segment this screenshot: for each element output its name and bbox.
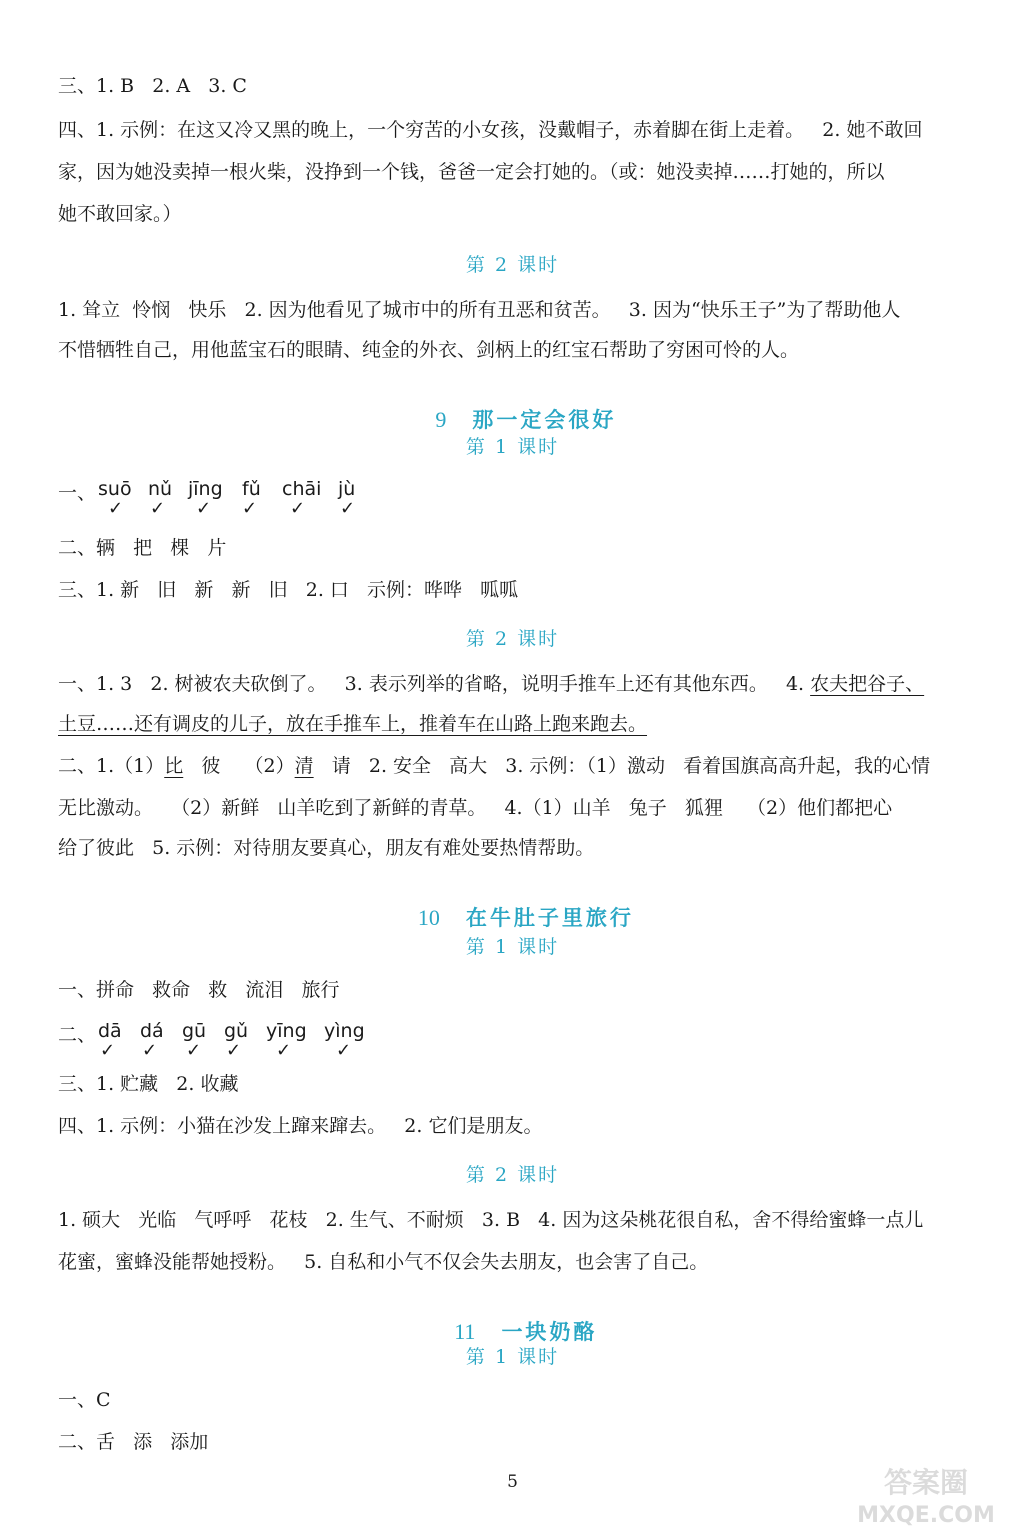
section-subheading: 第 1 课时 (465, 436, 560, 458)
answer-line: 四、1. 示例：小猫在沙发上蹿来蹿去。 2. 它们是朋友。 (58, 1115, 543, 1137)
answer-line: 1. 硕大 光临 气呼呼 花枝 2. 生气、不耐烦 3. B 4. 因为这朵桃花很自私，舍不得给蜜蜂一点儿 (58, 1209, 924, 1231)
section-subheading: 第 2 课时 (465, 628, 560, 650)
lesson-title: 在牛肚子里旅行 (465, 905, 634, 930)
page-number: 5 (507, 1472, 518, 1492)
answer-line: 一、1. 3 2. 树被农夫砍倒了。 3. 表示列举的省略，说明手推车上还有其他东西。 4. 农夫把谷子、 (58, 673, 925, 695)
lesson-number: 9 (435, 407, 447, 432)
answer-line: 一、拼命 救命 救 流泪 旅行 (58, 979, 340, 1001)
answer-line: 三、1. B 2. A 3. C (58, 75, 247, 97)
answer-line: 1. 耸立 怜悯 快乐 2. 因为他看见了城市中的所有丑恶和贫苦。 3. 因为“快乐王子”为了帮助他人 (58, 299, 901, 321)
lesson-title: 一块奶酪 (501, 1319, 598, 1344)
lesson-title: 那一定会很好 (472, 407, 617, 432)
section-subheading: 第 1 课时 (465, 936, 560, 958)
check-mark-icon: ✓ (226, 1040, 242, 1061)
section-subheading: 第 2 课时 (465, 254, 560, 276)
row-prefix: 二、 (58, 1024, 97, 1046)
pinyin-item: fǔ (242, 478, 261, 500)
check-mark-icon: ✓ (142, 1040, 158, 1061)
answer-line: 三、1. 新 旧 新 新 旧 2. 口 示例：哗哗 呱呱 (58, 579, 519, 601)
pinyin-item: chāi (282, 478, 322, 500)
check-mark-icon: ✓ (186, 1040, 202, 1061)
answer-line: 不惜牺牲自己，用他蓝宝石的眼睛、纯金的外衣、剑柄上的红宝石帮助了穷困可怜的人。 (58, 339, 800, 361)
answer-line: 一、C (58, 1389, 111, 1411)
check-mark-icon: ✓ (196, 498, 212, 519)
watermark-logo (841, 1462, 1011, 1528)
answer-line: 三、1. 贮藏 2. 收藏 (58, 1073, 239, 1095)
answer-line: 花蜜，蜜蜂没能帮她授粉。 5. 自私和小气不仅会失去朋友，也会害了自己。 (58, 1251, 709, 1273)
underlined-char: 比 (164, 755, 184, 777)
pinyin-item: dā (98, 1020, 122, 1042)
answer-line: 给了彼此 5. 示例：对待朋友要真心，朋友有难处要热情帮助。 (58, 837, 595, 859)
check-mark-icon: ✓ (276, 1040, 292, 1061)
pinyin-item: nǔ (148, 478, 173, 500)
lesson-number: 10 (417, 905, 440, 930)
pinyin-item: jīng (188, 478, 223, 500)
pinyin-item: jù (338, 478, 356, 500)
check-mark-icon: ✓ (336, 1040, 352, 1061)
check-mark-icon: ✓ (290, 498, 306, 519)
pinyin-item: gǔ (224, 1020, 249, 1042)
pinyin-item: yìng (324, 1020, 365, 1042)
underlined-answer: 农夫把谷子、 (810, 673, 925, 695)
answer-line: 二、辆 把 棵 片 (58, 537, 227, 559)
answer-line: 她不敢回家。） (58, 203, 182, 225)
answer-line: 家，因为她没卖掉一根火柴，没挣到一个钱，爸爸一定会打她的。（或：她没卖掉……打她的，所以 (58, 161, 885, 183)
check-mark-icon: ✓ (340, 498, 356, 519)
pinyin-item: yīng (266, 1020, 307, 1042)
underlined-char: 清 (294, 755, 314, 777)
answer-line: 二、舌 添 添加 (58, 1431, 209, 1453)
pinyin-item: gū (182, 1020, 207, 1042)
check-mark-icon: ✓ (242, 498, 258, 519)
pinyin-item: suō (98, 478, 132, 500)
answer-line: 二、1.（1）比 彼 （2）清 请 2. 安全 高大 3. 示例：（1）激动 看着国旗高高升起，我的心情 (58, 755, 931, 777)
section-subheading: 第 1 课时 (465, 1346, 560, 1368)
lesson-number: 11 (454, 1319, 476, 1344)
check-mark-icon: ✓ (108, 498, 124, 519)
section-subheading: 第 2 课时 (465, 1164, 560, 1186)
row-prefix: 一、 (58, 482, 97, 504)
answer-line (58, 704, 978, 744)
watermark-line2: MXQE.COM (857, 1503, 995, 1528)
answer-line: 无比激动。 （2）新鲜 山羊吃到了新鲜的青草。 4.（1）山羊 兔子 狐狸 （2）他们都把心 (58, 797, 893, 819)
check-mark-icon: ✓ (100, 1040, 116, 1061)
underlined-answer: 土豆……还有调皮的儿子，放在手推车上，推着车在山路上跑来跑去。 (58, 713, 648, 735)
check-mark-icon: ✓ (150, 498, 166, 519)
answer-line: 四、1. 示例：在这又冷又黑的晚上，一个穷苦的小女孩，没戴帽子，赤着脚在街上走着。 2. 她不敢回 (58, 119, 923, 141)
watermark-line1: 答案圈 (883, 1466, 969, 1499)
pinyin-item: dá (140, 1020, 164, 1042)
